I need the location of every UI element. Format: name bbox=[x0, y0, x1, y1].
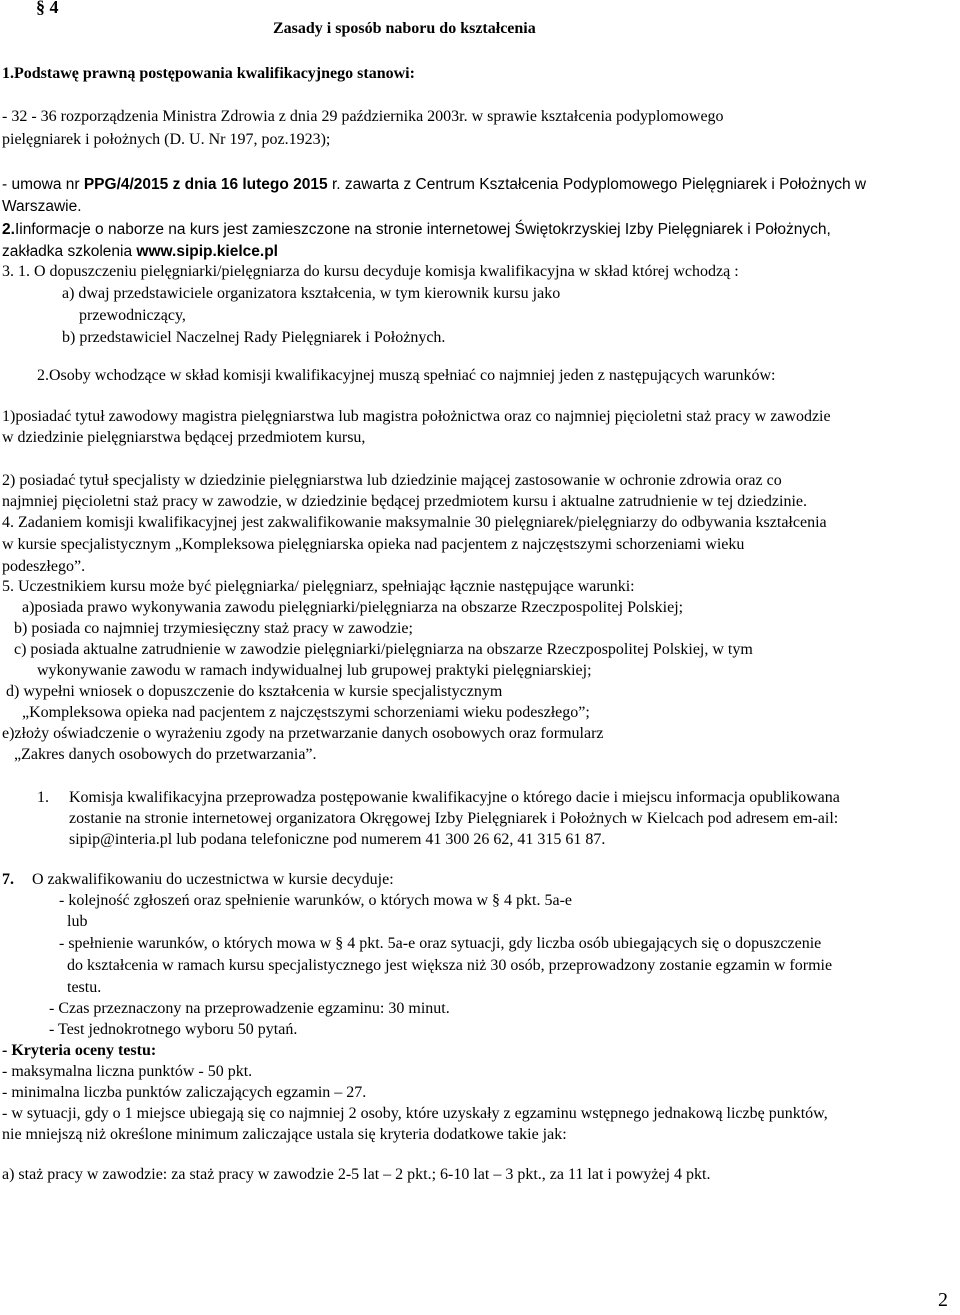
condition-item: 1)posiadać tytuł zawodowy magistra pielęgniarstwa lub magistra położnictwa oraz co najmniej pięcioletni staż pracy w zawodzie bbox=[2, 408, 831, 425]
participant-condition: e)złoży oświadczenie o wyrażeniu zgody na przetwarzanie danych osobowych oraz formularz bbox=[2, 725, 604, 742]
legal-basis-heading: 1.Podstawę prawną postępowania kwalifikacyjnego stanowi: bbox=[2, 65, 415, 82]
criteria-heading: - Kryteria oceny testu: bbox=[2, 1042, 157, 1059]
qualification-line: testu. bbox=[67, 979, 102, 996]
info-line bbox=[2, 219, 831, 241]
condition-item: w dziedzinie pielęgniarstwa będącej przedmiotem kursu, bbox=[2, 429, 366, 446]
contract-line bbox=[2, 174, 866, 196]
committee-conditions: 2.Osoby wchodzące w skład komisji kwalifikacyjnej muszą spełniać co najmniej jeden z następujących warunków: bbox=[37, 367, 776, 384]
criteria-item: - w sytuacji, gdy o 1 miejsce ubiegają się co najmniej 2 osoby, które uzyskały z egzaminu wstępnego jednakową liczbę punktów, bbox=[2, 1105, 828, 1122]
criteria-item: - minimalna liczba punktów zaliczających egzamin – 27. bbox=[2, 1084, 367, 1101]
website-link[interactable]: www.sipip.kielce.pl bbox=[136, 243, 278, 260]
legal-basis-line: pielęgniarek i położnych (D. U. Nr 197, poz.1923); bbox=[2, 131, 331, 148]
legal-basis-line: - 32 - 36 rozporządzenia Ministra Zdrowia z dnia 29 października 2003r. w sprawie kształcenia podyplomowego bbox=[2, 108, 724, 125]
contract-line-end: Warszawie. bbox=[2, 198, 82, 215]
page-title: Zasady i sposób naboru do kształcenia bbox=[273, 20, 536, 37]
criteria-item: - maksymalna liczna punktów - 50 pkt. bbox=[2, 1063, 253, 1080]
participant-condition: wykonywanie zawodu w ramach indywidualnej lub grupowej praktyki pielęgniarskiej; bbox=[37, 662, 592, 679]
contract-prefix: - umowa nr bbox=[2, 176, 84, 193]
qualification-line: - spełnienie warunków, o których mowa w § 4 pkt. 5a-e oraz sytuacji, gdy liczba osób ubiegających się o dopuszczenie bbox=[59, 935, 822, 952]
procedure-line: Komisja kwalifikacyjna przeprowadza postępowanie kwalifikacyjne o którego dacie i miejscu informacja opublikowana bbox=[69, 789, 840, 806]
exam-detail: - Czas przeznaczony na przeprowadzenie egzaminu: 30 minut. bbox=[49, 1000, 450, 1017]
qualification-line: do kształcenia w ramach kursu specjalistycznego jest większa niż 30 osób, przeprowadzony zostanie egzamin w formie bbox=[67, 957, 833, 974]
info-line bbox=[2, 241, 278, 263]
committee-item: b) przedstawiciel Naczelnej Rady Pielęgniarek i Położnych. bbox=[62, 329, 446, 346]
participant-condition: „Zakres danych osobowych do przetwarzania”. bbox=[14, 746, 317, 763]
contract-rest: r. zawarta z Centrum Kształcenia Podyplomowego Pielęgniarek i Położnych w bbox=[327, 176, 867, 193]
exam-detail: - Test jednokrotnego wyboru 50 pytań. bbox=[49, 1021, 298, 1038]
contract-number: PPG/4/2015 z dnia 16 lutego 2015 bbox=[83, 176, 328, 193]
criteria-item: a) staż pracy w zawodzie: za staż pracy w zawodzie 2-5 lat – 2 pkt.; 6-10 lat – 3 pkt., za 11 lat i powyżej 4 pkt. bbox=[2, 1166, 711, 1183]
list-number: 7. bbox=[2, 871, 14, 888]
section-number: § 4 bbox=[36, 0, 59, 17]
qualification-line: - kolejność zgłoszeń oraz spełnienie warunków, o których mowa w § 4 pkt. 5a-e bbox=[59, 892, 573, 909]
task-line: w kursie specjalistycznym „Kompleksowa pielęgniarska opieka nad pacjentem z najczęstszymi schorzeniami wieku bbox=[2, 536, 745, 553]
participant-condition: b) posiada co najmniej trzymiesięczny staż pracy w zawodzie; bbox=[14, 620, 413, 637]
participant-condition: d) wypełni wniosek o dopuszczenie do kształcenia w kursie specjalistycznym bbox=[6, 683, 503, 700]
qualification-line: lub bbox=[67, 913, 88, 930]
committee-item: przewodniczący, bbox=[79, 307, 186, 324]
page-number: 2 bbox=[938, 1289, 948, 1311]
committee-item: a) dwaj przedstawiciele organizatora kształcenia, w tym kierownik kursu jako bbox=[62, 285, 561, 302]
task-line: 4. Zadaniem komisji kwalifikacyjnej jest zakwalifikowanie maksymalnie 30 pielęgniarek/pielęgniarzy do odbywania kształcenia bbox=[2, 514, 827, 531]
procedure-line: sipip@interia.pl lub podana telefoniczne pod numerem 41 300 26 62, 41 315 61 87. bbox=[69, 831, 606, 848]
committee-line: 3. 1. O dopuszczeniu pielęgniarki/pielęgniarza do kursu decyduje komisja kwalifikacyjna w skład której wchodzą : bbox=[2, 263, 739, 280]
procedure-line: zostanie na stronie internetowej organizatora Okręgowej Izby Pielęgniarek i Położnych w Kielcach pod adresem em-ail: bbox=[69, 810, 839, 827]
list-number: 1. bbox=[37, 789, 49, 806]
participant-condition: c) posiada aktualne zatrudnienie w zawodzie pielęgniarki/pielęgniarza na obszarze Rzeczpospolitej Polskiej, w tym bbox=[14, 641, 753, 658]
task-line: podeszłego”. bbox=[2, 558, 86, 575]
info-number: 2. bbox=[2, 221, 15, 238]
participant-condition: „Kompleksowa opieka nad pacjentem z najczęstszymi schorzeniami wieku podeszłego”; bbox=[22, 704, 590, 721]
info-prefix: zakładka szkolenia bbox=[2, 243, 137, 260]
participant-line: 5. Uczestnikiem kursu może być pielęgniarka/ pielęgniarz, spełniając łącznie następujące warunki: bbox=[2, 578, 635, 595]
criteria-item: nie mniejszą niż określone minimum zaliczające ustala się kryteria dodatkowe takie jak: bbox=[2, 1126, 567, 1143]
condition-item: najmniej pięcioletni staż pracy w zawodzie, w dziedzinie będącej przedmiotem kursu i aktualne zatrudnienie w tej dziedzinie. bbox=[2, 493, 807, 510]
qualification-line: O zakwalifikowaniu do uczestnictwa w kursie decyduje: bbox=[32, 871, 394, 888]
participant-condition: a)posiada prawo wykonywania zawodu pielęgniarki/pielęgniarza na obszarze Rzeczpospolitej Polskiej; bbox=[22, 599, 684, 616]
info-text: Iinformacje o naborze na kurs jest zamieszczone na stronie internetowej Świętokrzyskiej Izby Pielęgniarek i Położnych, bbox=[14, 221, 831, 238]
condition-item: 2) posiadać tytuł specjalisty w dziedzinie pielęgniarstwa lub dziedzinie mającej zastosowanie w ochronie zdrowia oraz co bbox=[2, 472, 782, 489]
